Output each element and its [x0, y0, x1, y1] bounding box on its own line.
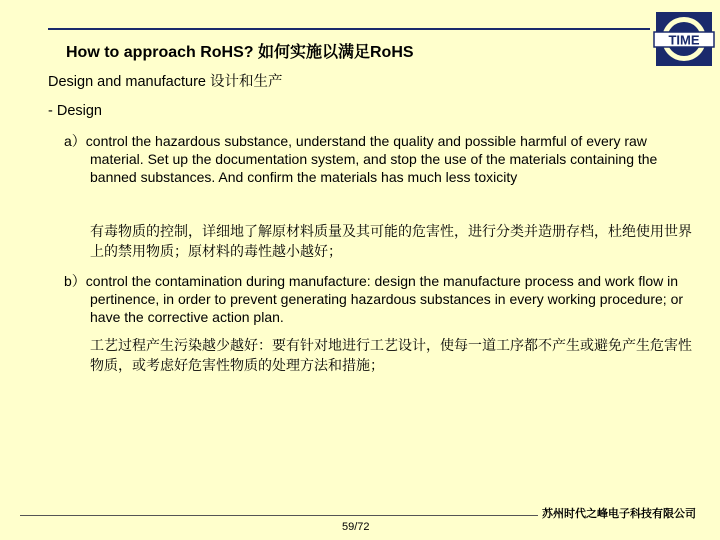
page-title: How to approach RoHS? 如何实施以满足RoHS: [66, 44, 414, 61]
company-name: 苏州时代之峰电子科技有限公司: [542, 508, 696, 520]
header-rule: [48, 28, 650, 30]
item-a-chinese: 有毒物质的控制，详细地了解原材料质量及其可能的危害性，进行分类并造册存档，杜绝使用世界上的禁用物质；原材料的毒性越小越好；: [90, 223, 692, 259]
page-number: 59/72: [342, 521, 370, 533]
item-b-chinese: 工艺过程产生污染越少越好：要有针对地进行工艺设计，使每一道工序都不产生或避免产生危害性物质，或考虑好危害性物质的处理方法和措施；: [90, 337, 692, 373]
logo-text: TIME: [668, 32, 700, 48]
section-heading: - Design: [48, 103, 102, 119]
footer-rule: [20, 515, 538, 516]
subtitle: Design and manufacture 设计和生产: [48, 74, 283, 90]
item-a-english: a）control the hazardous substance, understand the quality and possible harmful of every raw material. Set up the documentation system, and stop the use of the materials containing the banned substances. And confirm the materials has much less toxicity: [64, 133, 658, 185]
time-logo-icon: [652, 10, 716, 68]
item-b-english: b）control the contamination during manufacture: design the manufacture process and work flow in pertinence, in order to prevent generating hazardous substances in every working procedure; or have the corrective action plan.: [64, 273, 684, 325]
